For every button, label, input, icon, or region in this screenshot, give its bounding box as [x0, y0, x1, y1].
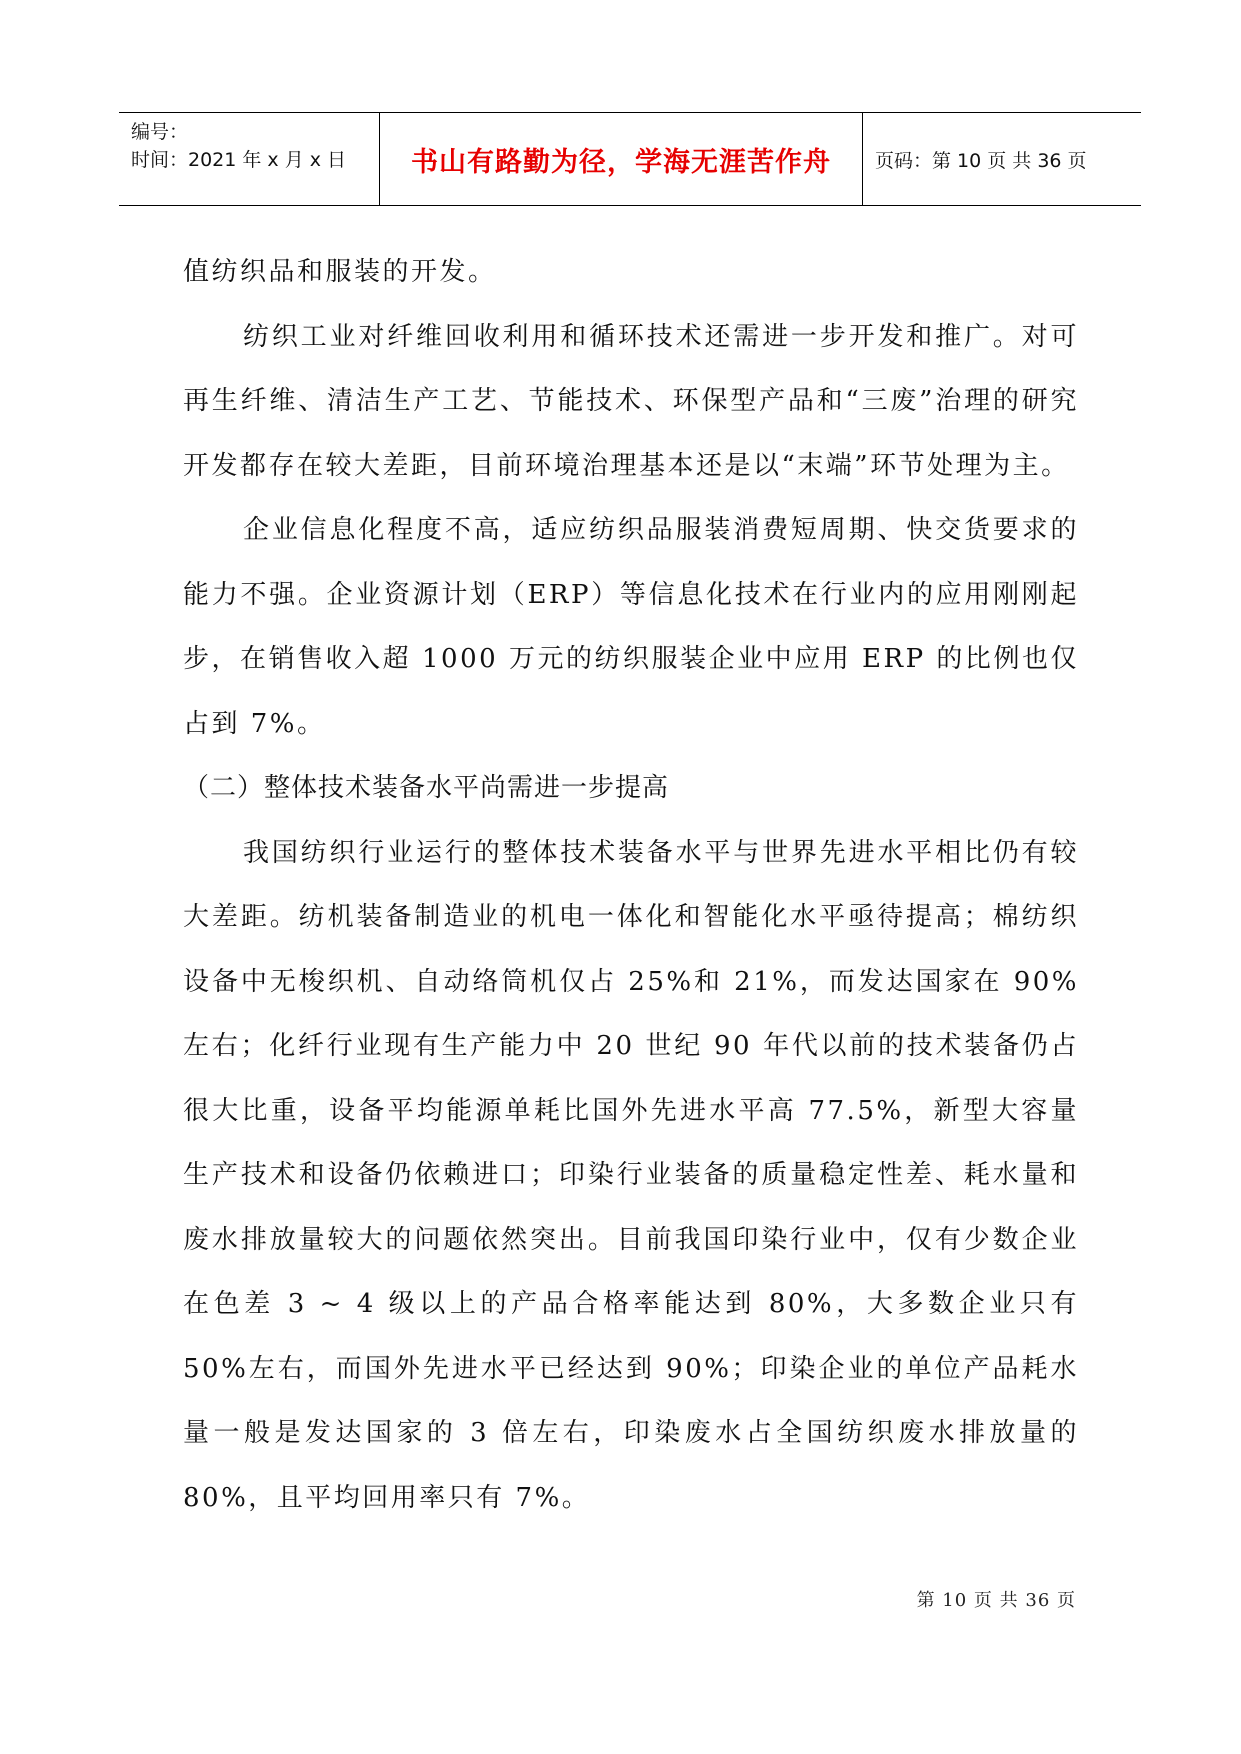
paragraph: 纺织工业对纤维回收利用和循环技术还需进一步开发和推广。对可再生纤维、清洁生产工艺、节能技术、环保型产品和“三废”治理的研究开发都存在较大差距，目前环境治理基本还是以“末端”环节处理为主。 [183, 321, 1079, 481]
header-meta [119, 113, 379, 205]
paragraph: 值纺织品和服装的开发。 [183, 257, 497, 287]
header-page-label: 页码：第 10 页 共 36 页 [875, 149, 1087, 172]
section-heading: （二）整体技术装备水平尚需进一步提高 [183, 773, 670, 803]
header-date-label: 时间：2021 年 x 月 x 日 [131, 149, 347, 171]
paragraph: 企业信息化程度不高，适应纺织品服装消费短周期、快交货要求的能力不强。企业资源计划（ERP）等信息化技术在行业内的应用刚刚起步，在销售收入超 1000 万元的纺织服装企业中应用 ERP 的比例也仅占到 7%。 [183, 515, 1079, 739]
page-header [119, 112, 1141, 206]
header-number-label: 编号： [131, 121, 189, 143]
header-motto: 书山有路勤为径，学海无涯苦作舟 [411, 146, 831, 178]
page-footer: 第 10 页 共 36 页 [916, 1590, 1076, 1611]
document-body [183, 240, 1079, 1530]
paragraph: 我国纺织行业运行的整体技术装备水平与世界先进水平相比仍有较大差距。纺机装备制造业的机电一体化和智能化水平亟待提高；棉纺织设备中无梭织机、自动络筒机仅占 25%和 21%，而发达国家在 90%左右；化纤行业现有生产能力中 20 世纪 90 年代以前的技术装备仍占很大比重，设备平均能源单耗比国外先进水平高 77.5%，新型大容量生产技术和设备仍依赖进口；印染行业装备的质量稳定性差、耗水量和废水排放量较大的问题依然突出。目前我国印染行业中，仅有少数企业在色差 3 ~ 4 级以上的产品合格率能达到 80%，大多数企业只有 50%左右，而国外先进水平已经达到 90%；印染企业的单位产品耗水量一般是发达国家的 3 倍左右，印染废水占全国纺织废水排放量的 80%，且平均回用率只有 7%。 [183, 837, 1079, 1513]
